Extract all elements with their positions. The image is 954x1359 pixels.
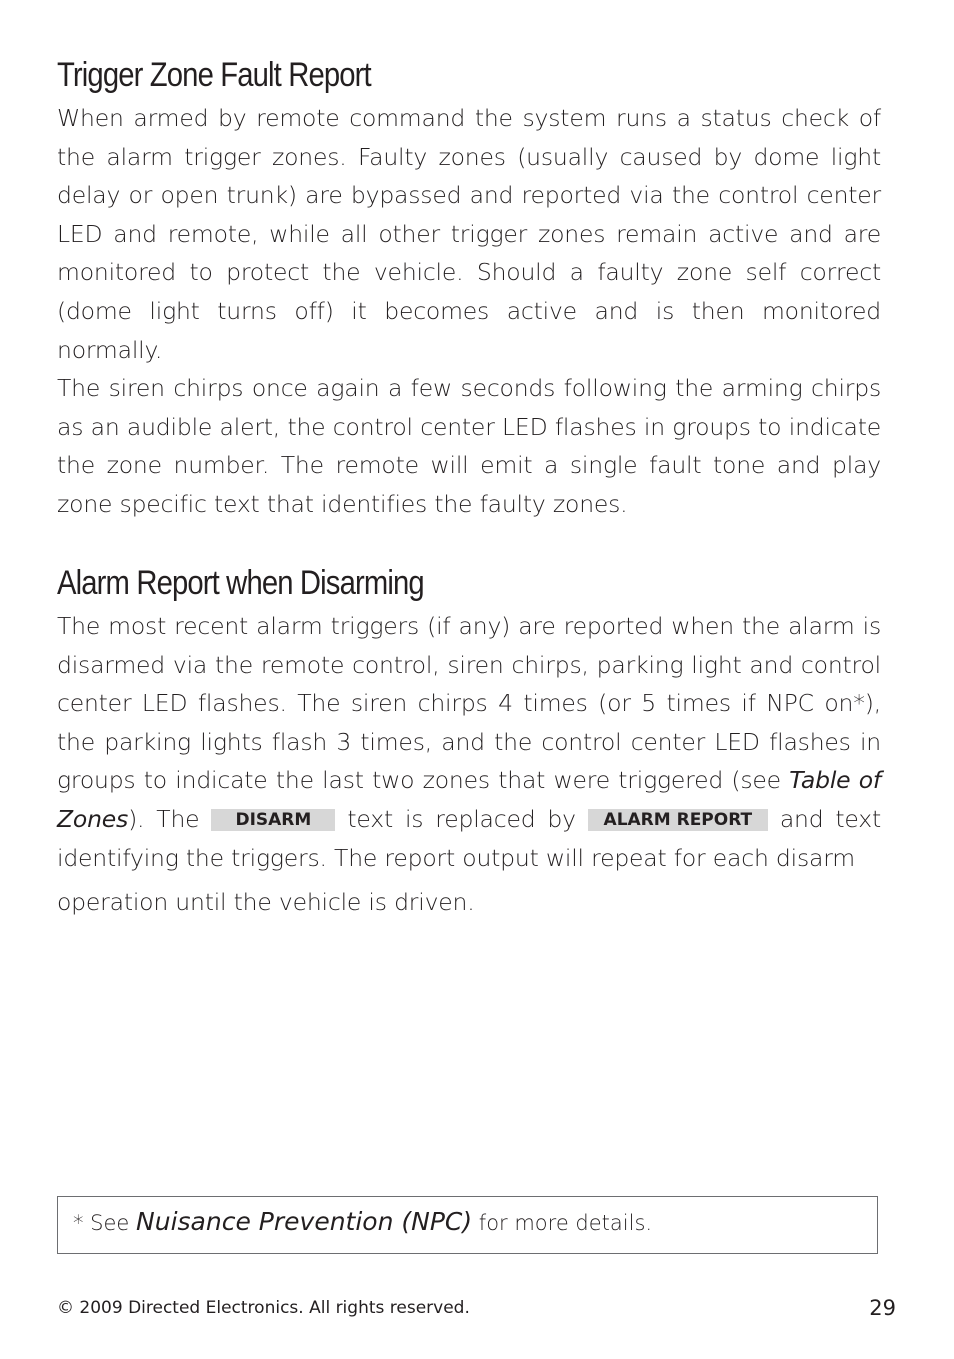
footnote-box [57,1196,878,1254]
paragraph-siren-chirps: The siren chirps once again a few seconds following the arming chirps as an audible alert, the control center LED flashes in groups to indicate the zone number. The remote will emit a single fault tone and play zone specific text that identifies the faulty zones. [57,374,881,518]
text-run-last-line: operation until the vehicle is driven. [57,888,475,917]
disarm-display-tag: DISARM [211,809,335,831]
alarm-report-display-tag: ALARM REPORT [588,809,768,831]
paragraph-status-check: When armed by remote command the system runs a status check of the alarm trigger zones. Faulty zones (usually caused by dome light delay or open trunk) are bypassed and reported via the control center LED and remote, while all other trigger zones remain active and are monitored to protect the vehicle. Should a faulty zone self correct (dome light turns off) it becomes active and is then monitored normally. [57,104,881,364]
text-run: ). The [128,804,212,833]
footnote-prefix: * See [73,1211,137,1235]
section-body-trigger-zone [57,99,881,524]
page-number: 29 [869,1296,896,1320]
table-of-zones-reference: Table of Zones [57,766,881,833]
copyright-notice: © 2009 Directed Electronics. All rights reserved. [57,1298,470,1318]
section-heading-alarm-report-when-disarming: Alarm Report when Disarming [57,564,424,602]
paragraph-alarm-report [57,607,881,922]
footnote-npc-reference: Nuisance Prevention (NPC) [136,1207,473,1236]
footnote-suffix: for more details. [472,1211,653,1235]
section-heading-trigger-zone-fault-report: Trigger Zone Fault Report [57,56,371,94]
footnote-text [73,1207,652,1236]
text-run: text is replaced by [335,804,588,833]
text-run: and text identifying the triggers. The report output will repeat for each disarm [57,804,882,872]
text-run: The most recent alarm triggers (if any) are reported when the alarm is disarmed via the remote control, siren chirps, parking light and control center LED flashes. The siren chirps 4 times (or 5 times if NPC on*), the parking lights flash 3 times, and the control center LED flashes in groups to indicate the last two zones that were triggered (see [57,612,881,795]
section-body-alarm-report [57,607,881,922]
